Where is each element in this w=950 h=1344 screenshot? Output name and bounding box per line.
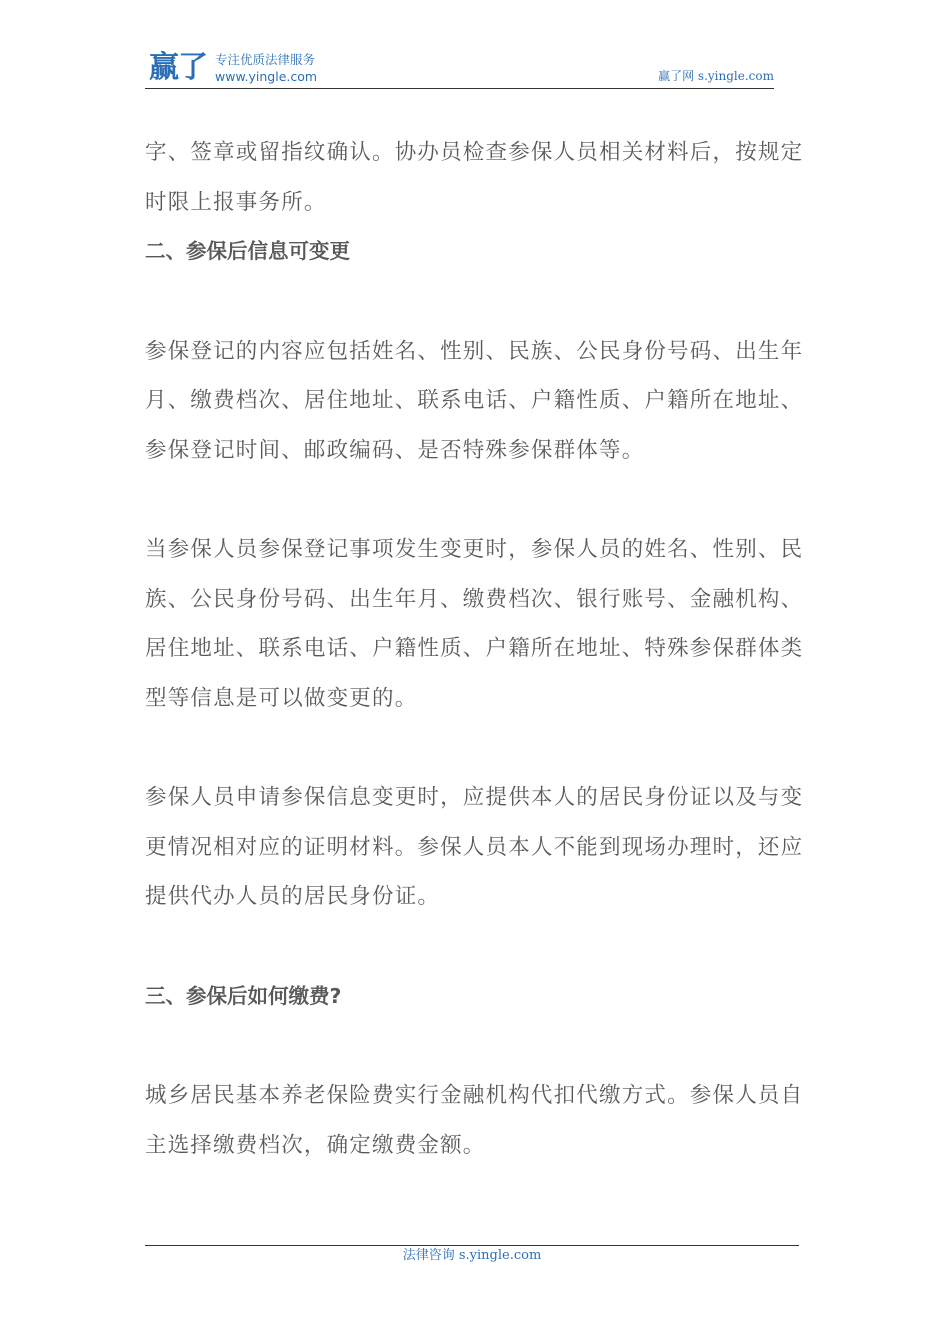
paragraph-1: 字、签章或留指纹确认。协办员检查参保人员相关材料后，按规定时限上报事务所。 [145, 140, 804, 215]
paragraph-5: 城乡居民基本养老保险费实行金融机构代扣代缴方式。参保人员自主选择缴费档次，确定缴费金额。 [145, 1083, 804, 1158]
paragraph-3: 当参保人员参保登记事项发生变更时，参保人员的姓名、性别、民族、公民身份号码、出生年月、缴费档次、银行账号、金融机构、居住地址、联系电话、户籍性质、户籍所在地址、特殊参保群体类型等信息是可以做变更的。 [145, 537, 804, 711]
logo-slogan: 专注优质法律服务 [215, 52, 316, 67]
paragraph-2: 参保登记的内容应包括姓名、性别、民族、公民身份号码、出生年月、缴费档次、居住地址、联系电话、户籍性质、户籍所在地址、参保登记时间、邮政编码、是否特殊参保群体等。 [145, 338, 804, 463]
logo-url[interactable]: www.yingle.com [215, 69, 318, 84]
site-link[interactable]: 赢了网 s.yingle.com [658, 69, 774, 83]
logo-mark: 赢了 [149, 50, 207, 85]
spacer [145, 475, 810, 525]
document-body [145, 128, 810, 1170]
header-divider [145, 88, 774, 89]
spacer [145, 277, 810, 327]
page-header [145, 48, 774, 88]
paragraph-4: 参保人员申请参保信息变更时，应提供本人的居民身份证以及与变更情况相对应的证明材料。参保人员本人不能到现场办理时，还应提供代办人员的居民身份证。 [145, 785, 804, 909]
footer-divider [145, 1245, 799, 1246]
spacer [145, 1021, 810, 1071]
spacer [145, 723, 810, 773]
spacer [145, 922, 810, 972]
footer-link[interactable]: 法律咨询 s.yingle.com [402, 1248, 542, 1263]
section-heading-2: 二、参保后信息可变更 [145, 239, 350, 263]
section-heading-3: 三、参保后如何缴费? [145, 983, 342, 1008]
